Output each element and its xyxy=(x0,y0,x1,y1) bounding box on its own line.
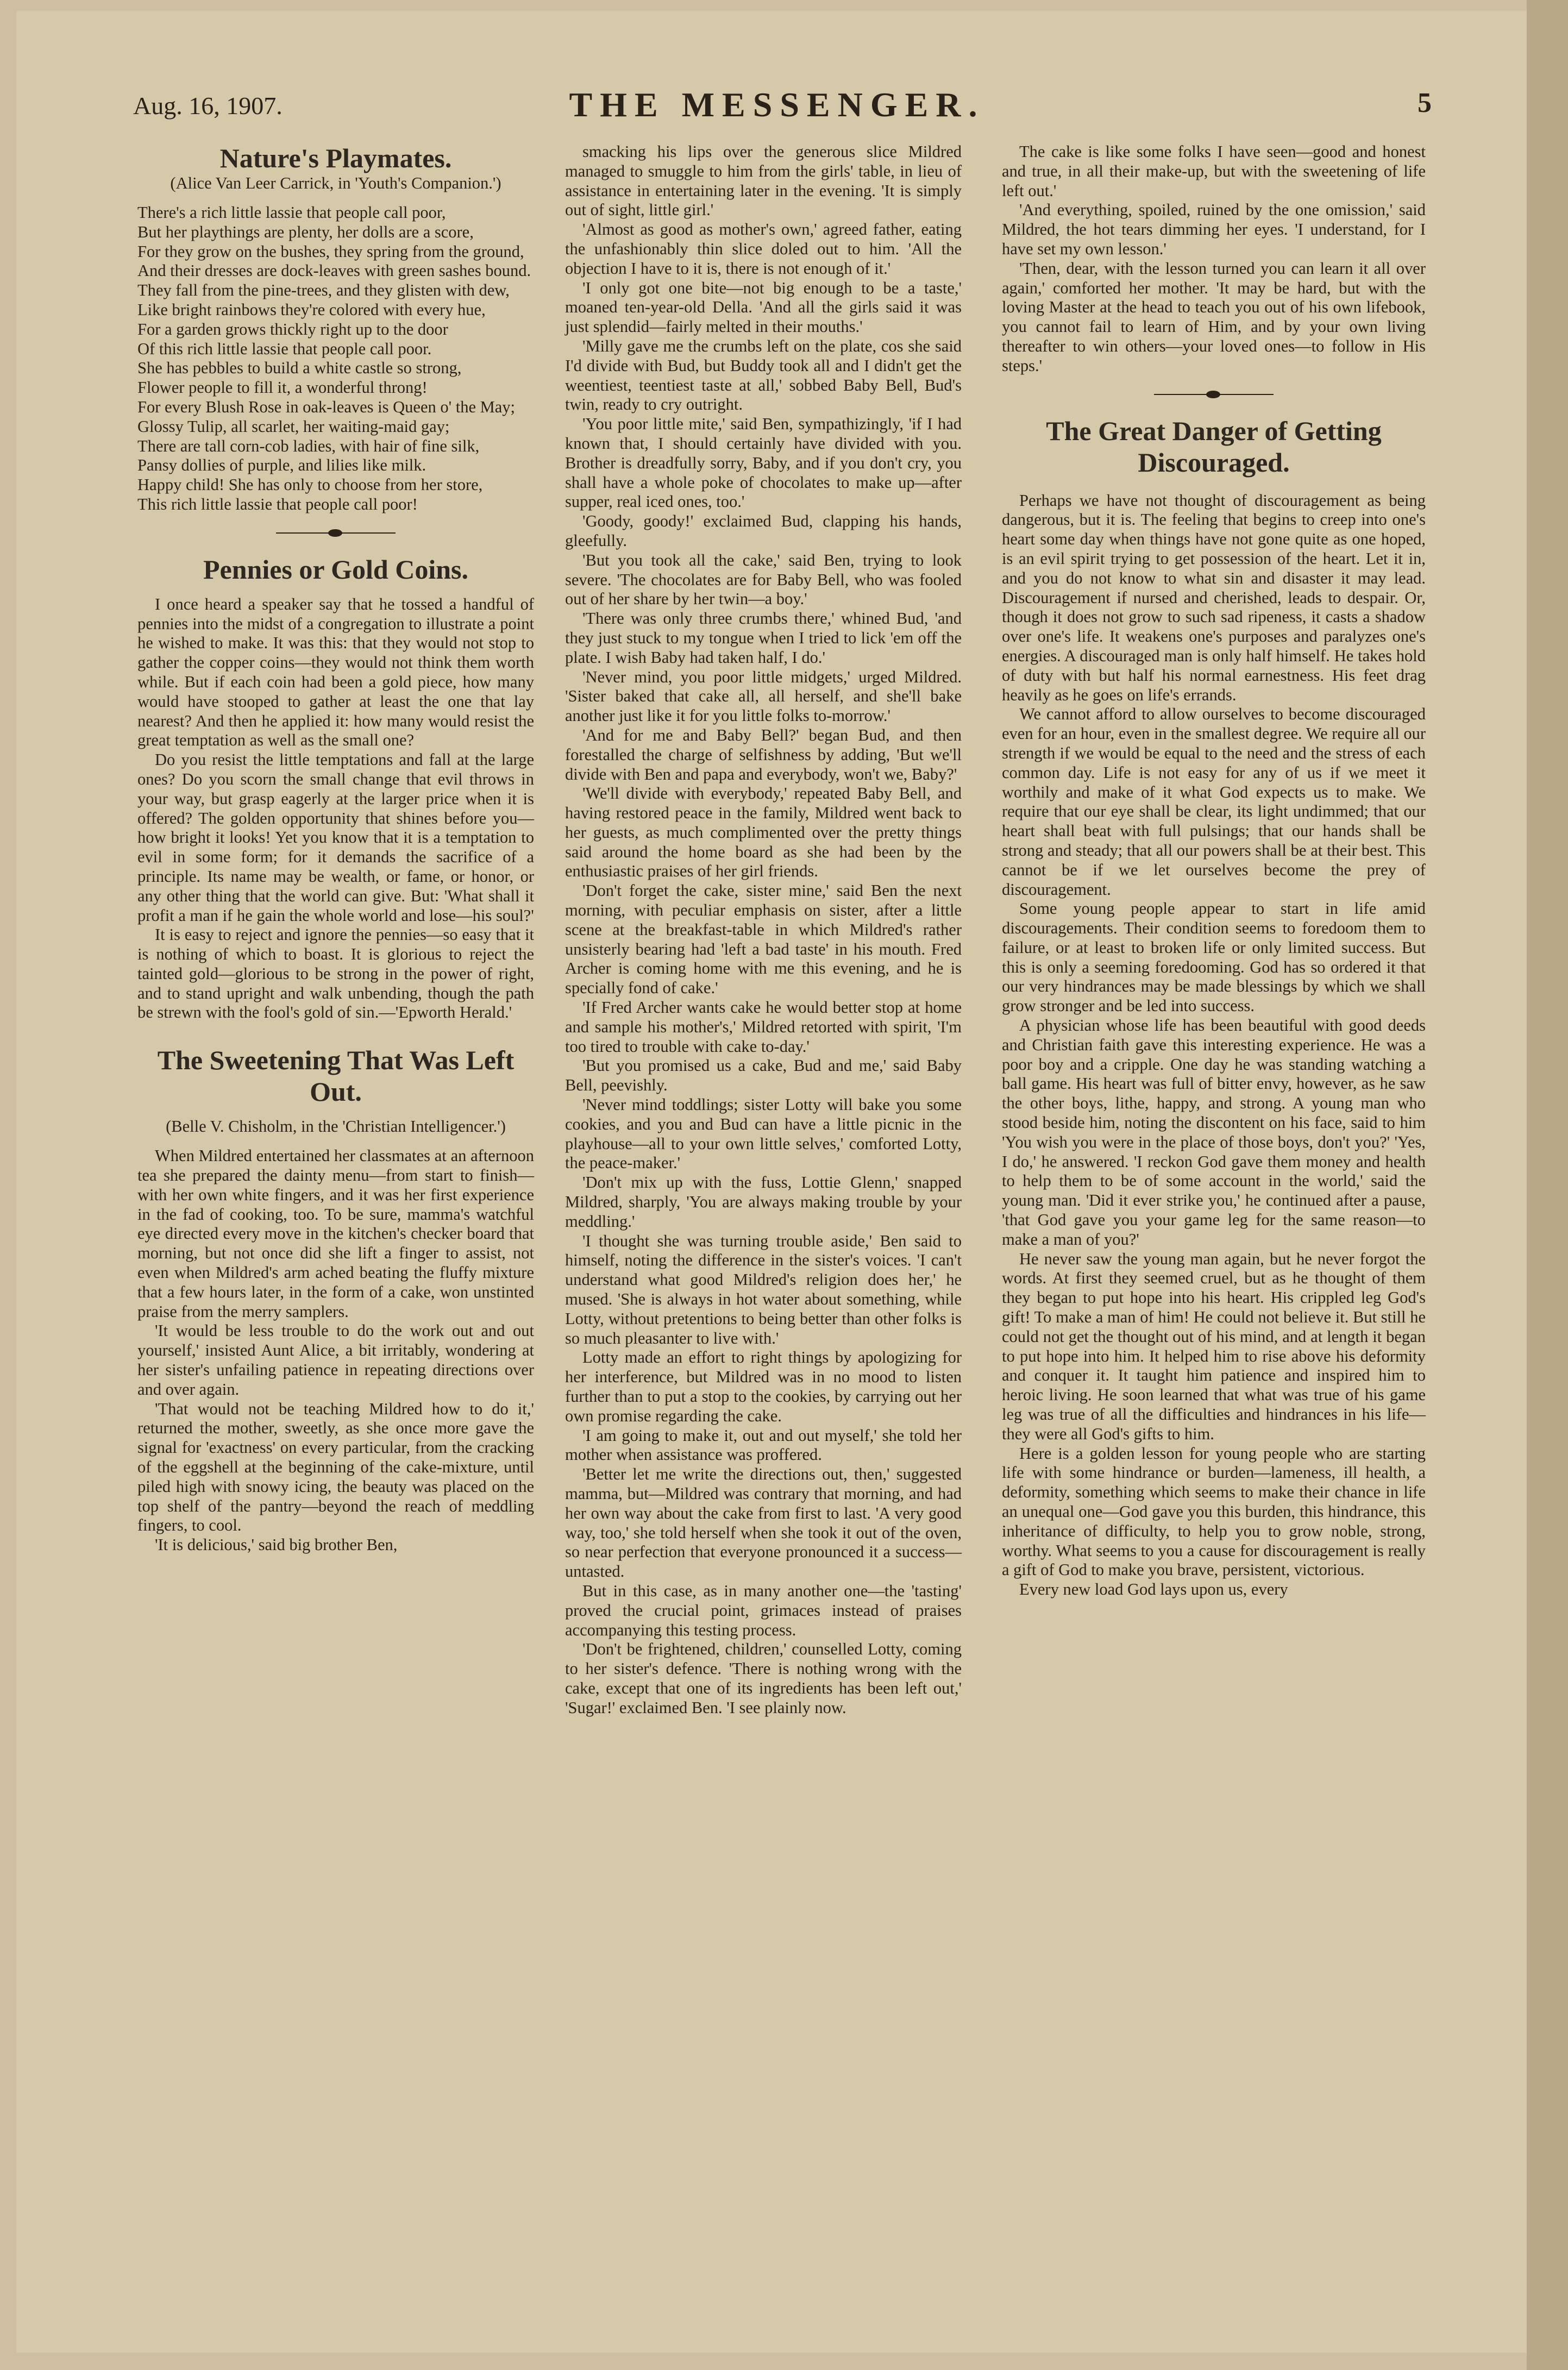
section-divider xyxy=(276,528,396,538)
article-title-natures-playmates: Nature's Playmates. xyxy=(219,143,452,173)
paragraph: Every new load God lays upon us, every xyxy=(1019,1580,1288,1599)
paragraph: 'I only got one bite—not big enough to be a taste,' moaned ten-year-old Della. 'And all the girls said it was just splendid—fairly melted in their mouths.' xyxy=(565,278,962,336)
paragraph: 'If Fred Archer wants cake he would better stop at home and sample his mother's,' Mildred retorted with spirit, 'I'm too tired to trouble with cake to-day.' xyxy=(565,998,962,1056)
paragraph: For every Blush Rose in oak-leaves is Queen o' the May; xyxy=(137,397,515,416)
paragraph: 'It would be less trouble to do the work out and out yourself,' insisted Aunt Alice, a bit irritably, wondering at her sister's unfailing patience in repeating directions over and over again. xyxy=(137,1321,534,1399)
paragraph: 'I thought she was turning trouble aside,' Ben said to himself, noting the difference in the sister's voices. 'I can't understand what good Mildred's religion does her,' he mused. 'She is always in hot water about something, while Lotty, without pretentions to being better than other folks is so much pleasanter to live with.' xyxy=(565,1231,962,1347)
paragraph: 'But you promised us a cake, Bud and me,' said Baby Bell, peevishly. xyxy=(565,1056,962,1095)
paragraph: 'Don't be frightened, children,' counselled Lotty, coming to her sister's defence. 'There is nothing wrong with the cake, except that one of its ingredients has been left out,' 'Sugar!' exclaimed Ben. 'I see plainly now. xyxy=(565,1640,962,1717)
article-body-pennies xyxy=(137,595,534,1023)
paragraph: Glossy Tulip, all scarlet, her waiting-maid gay; xyxy=(137,417,450,436)
article-title-great-danger: The Great Danger of Getting Discouraged. xyxy=(1046,415,1382,478)
paragraph: 'Better let me write the directions out, then,' suggested mamma, but—Mildred was contrary that morning, and had her own way about the cake from first to last. 'A very good way, too,' she told herself when she took it out of the oven, so near perfection that everyone pronounced it a success—untasted. xyxy=(565,1465,962,1581)
paragraph: 'That would not be teaching Mildred how to do it,' returned the mother, sweetly, as she once more gave the signal for 'exactness' on every particular, from the cracking of the eggshell at the beginning of the cake-mixture, until piled high with snowy icing, the beauty was placed on the top shelf of the pantry—beyond the reach of meddling fingers, to cool. xyxy=(137,1399,534,1535)
paragraph: For they grow on the bushes, they spring from the ground, xyxy=(137,242,524,261)
article-byline: (Belle V. Chisholm, in the 'Christian Intelligencer.') xyxy=(166,1117,506,1136)
paragraph: smacking his lips over the generous slice Mildred managed to smuggle to him from the girls' table, in lieu of assistance in entertaining later in the evening. 'It is simply out of sight, little girl.' xyxy=(565,142,962,220)
paragraph: I once heard a speaker say that he tossed a handful of pennies into the midst of a congregation to illustrate a point he wished to make. It was this: that they would not stop to gather the copper coins—they would not think them worth while. But if each coin had been a gold piece, how many would have stooped to gather at least the one that lay nearest? And then he applied it: how many would resist the great temptation as well as the small one? xyxy=(137,594,534,750)
paragraph: When Mildred entertained her classmates at an afternoon tea she prepared the dainty menu—from start to finish—with her own white fingers, and it was her first experience in the fad of cooking, too. To be sure, mamma's watchful eye directed every move in the kitchen's checker board that morning, but not once did she lift a finger to assist, not even when Mildred's arm ached beating the fluffy mixture that a few hours later, in the form of a cake, won unstinted praise from the merry samplers. xyxy=(137,1146,534,1321)
paragraph: 'There was only three crumbs there,' whined Bud, 'and they just stuck to my tongue when I tried to lick 'em off the plate. I wish Baby had taken half, I do.' xyxy=(565,609,962,667)
page-number: 5 xyxy=(1418,87,1432,118)
issue-date: Aug. 16, 1907. xyxy=(133,92,283,120)
paragraph: Some young people appear to start in life amid discouragements. Their condition seems to foredoom them to failure, or at least to broken life or only limited success. But this is only a seeming foredooming. God has so ordered it that our very hindrances may be made blessings by which we shall grow stronger and be led into success. xyxy=(1002,899,1426,1015)
paragraph: 'Never mind toddlings; sister Lotty will bake you some cookies, and you and Bud can have a little picnic in the playhouse—all to your own little selves,' comforted Lotty, the peace-maker.' xyxy=(565,1095,962,1173)
paragraph: Of this rich little lassie that people call poor. xyxy=(137,339,432,358)
section-divider xyxy=(1154,389,1274,400)
paragraph: But in this case, as in many another one—the 'tasting' proved the crucial point, grimaces instead of praises accompanying this testing process. xyxy=(565,1581,962,1639)
article-body-sweetening xyxy=(137,1146,534,1555)
paragraph: There are tall corn-cob ladies, with hair of fine silk, xyxy=(137,436,480,455)
paragraph: Do you resist the little temptations and fall at the large ones? Do you scorn the small change that evil throws in your way, but grasp eagerly at the larger price when it is offered? The golden opportunity that shines before you—how bright it looks! Yet you know that it is a temptation to evil in some form; for it demands the sacrifice of a principle. Its name may be wealth, or fame, or honor, or any other thing that the world can give. But: 'What shall it profit a man if he gain the whole world and lose—his soul?' xyxy=(137,750,534,925)
paragraph: 'Don't mix up with the fuss, Lottie Glenn,' snapped Mildred, sharply, 'You are always making trouble by your meddling.' xyxy=(565,1173,962,1231)
paragraph: Like bright rainbows they're colored with every hue, xyxy=(137,300,486,319)
column-1 xyxy=(137,142,534,1555)
paragraph: But her playthings are plenty, her dolls are a score, xyxy=(137,222,474,241)
paragraph: 'Then, dear, with the lesson turned you can learn it all over again,' comforted her mother. 'It may be hard, but with the loving Master at the head to teach you out of his own lifebook, you cannot fail to learn of Him, and by your own living thereafter to win others—your loved ones—to follow in His steps.' xyxy=(1002,259,1426,375)
paragraph: A physician whose life has been beautiful with good deeds and Christian faith gave this interesting experience. He was a poor boy and a cripple. One day he was standing watching a ball game. His heart was full of bitter envy, however, as he saw the other boys, lithe, happy, and strong. A young man who stood beside him, noting the discontent on his face, said to him 'You wish you were in the place of those boys, don't you?' 'Yes, I do,' he answered. 'I reckon God gave them money and health to help them to be of some account in the world,' said the young man. 'Did it ever strike you,' he continued after a pause, 'that God gave you your game leg for the same reason—to make a man of you?' xyxy=(1002,1016,1426,1249)
paragraph: It is easy to reject and ignore the pennies—so easy that it is nothing of which to boast. It is glorious to reject the tainted gold—glorious to be strong in the power of right, and to stand upright and walk unbending, though the path be strewn with the fool's gold of sin.—'Epworth Herald.' xyxy=(137,925,534,1022)
page-edge xyxy=(1527,0,1568,2370)
paragraph: For a garden grows thickly right up to the door xyxy=(137,319,448,338)
column-3 xyxy=(1002,142,1426,1600)
poem xyxy=(137,203,534,515)
paragraph: This rich little lassie that people call poor! xyxy=(137,494,418,513)
article-title-pennies: Pennies or Gold Coins. xyxy=(203,554,469,585)
paragraph: We cannot afford to allow ourselves to become discouraged even for an hour, even in the smallest degree. We require all our strength if we would be equal to the need and the stress of each common day. Life is not easy for any of us if we meet it worthily and make of it what God expects us to make. We require that our eye shall be clear, its light undimmed; that our heart shall beat with full pulsings; that our hands shall be strong and steady; that all our powers shall be at their best. This cannot be if we let ourselves become the prey of discouragement. xyxy=(1002,705,1426,899)
paragraph: 'Goody, goody!' exclaimed Bud, clapping his hands, gleefully. xyxy=(565,512,962,550)
article-title-sweetening: The Sweetening That Was Left Out. xyxy=(157,1045,515,1107)
paragraph: 'Never mind, you poor little midgets,' urged Mildred. 'Sister baked that cake all, all herself, and she'll bake another just like it for you little folks to-morrow.' xyxy=(565,667,962,725)
paragraph: Perhaps we have not thought of discouragement as being dangerous, but it is. The feeling that begins to creep into one's heart some day when things have not gone quite as one hoped, is an evil spirit trying to get possession of the heart. Let it in, and you do not know to what sin and disaster it may lead. Discouragement if nursed and cherished, leads to despair. Or, though it does not grow to such sad ripeness, it casts a shadow over one's life. It weakens one's purposes and paralyzes one's energies. A discouraged man is only half himself. He takes hold of duty with but half his normal earnestness. His feet drag heavily as he goes on life's errands. xyxy=(1002,491,1426,704)
paragraph: There's a rich little lassie that people call poor, xyxy=(137,203,446,222)
paragraph: Here is a golden lesson for young people who are starting life with some hindrance or burden—lameness, ill health, a deformity, something which seems to make their chance in life an unequal one—God gave you this burden, this hindrance, this inheritance of difficulty, to help you to grow noble, strong, worthy. What seems to you a cause for discouragement is really a gift of God to make you brave, persistent, victorious. xyxy=(1002,1444,1426,1579)
column-2 xyxy=(565,142,962,1718)
paragraph: Lotty made an effort to right things by apologizing for her interference, but Mildred was in no mood to listen further than to put a stop to the cookies, by carrying out her own promise regarding the cake. xyxy=(565,1348,962,1425)
paragraph: He never saw the young man again, but he never forgot the words. At first they seemed cruel, but as he thought of them they began to put hope into his heart. His crippled leg God's gift! To make a man of him! He could not believe it. But still he could not get the thought out of his mind, and at length it began to put hope into him. It helped him to rise above his deformity and conquer it. It taught him patience and inspired him to heroic living. He soon learned that what was true of his game leg was true of all the difficulties and hindrances in his life—they were all God's gifts to him. xyxy=(1002,1249,1426,1443)
masthead xyxy=(117,81,1437,130)
paragraph: Pansy dollies of purple, and lilies like milk. xyxy=(137,456,427,475)
article-byline: (Alice Van Leer Carrick, in 'Youth's Companion.') xyxy=(170,174,501,192)
paragraph: 'Don't forget the cake, sister mine,' said Ben the next morning, with peculiar emphasis on sister, after a little scene at the breakfast-table in which Mildred's rather unsisterly bearing had 'left a bad taste' in his mouth. Fred Archer is coming home with me this evening, and he is specially fond of cake.' xyxy=(565,881,962,998)
paragraph: 'And everything, spoiled, ruined by the one omission,' said Mildred, the hot tears dimming her eyes. 'I understand, for I have set my own lesson.' xyxy=(1002,200,1426,258)
paragraph: 'Milly gave me the crumbs left on the plate, cos she said I'd divide with Bud, but Buddy took all and I didn't get the weentiest, teentiest taste at all,' sobbed Baby Bell, Bud's twin, ready to cry outright. xyxy=(565,336,962,414)
paragraph: 'Almost as good as mother's own,' agreed father, eating the unfashionably thin slice doled out to him. 'All the objection I have to it is, there is not enough of it.' xyxy=(565,220,962,278)
paragraph: Flower people to fill it, a wonderful throng! xyxy=(137,378,428,397)
paragraph: And their dresses are dock-leaves with green sashes bound. xyxy=(137,261,531,280)
paragraph: Happy child! She has only to choose from her store, xyxy=(137,475,483,494)
article-body-great-danger xyxy=(1002,491,1426,1600)
paragraph: 'It is delicious,' said big brother Ben, xyxy=(155,1535,398,1554)
paragraph: 'And for me and Baby Bell?' began Bud, and then forestalled the charge of selfishness by adding, 'But we'll divide with Ben and papa and everybody, won't we, Baby?' xyxy=(565,725,962,783)
paragraph: 'But you took all the cake,' said Ben, trying to look severe. 'The chocolates are for Baby Bell, who was fooled out of her share by her twin—a boy.' xyxy=(565,550,962,609)
paragraph: 'You poor little mite,' said Ben, sympathizingly, 'if I had known that, I should certainly have divided with you. Brother is dreadfully sorry, Baby, and if you don't cry, you shall have a whole poke of chocolates to make up—after supper, real iced ones, too.' xyxy=(565,415,962,511)
paragraph: They fall from the pine-trees, and they glisten with dew, xyxy=(137,281,510,300)
article-body-sweetening-end xyxy=(1002,142,1426,376)
paragraph: The cake is like some folks I have seen—good and honest and true, in all their make-up, but with the sweetening of life left out.' xyxy=(1002,142,1426,200)
paragraph: 'I am going to make it, out and out myself,' she told her mother when assistance was proffered. xyxy=(565,1426,962,1464)
article-body-sweetening-continued xyxy=(565,142,962,1718)
paragraph: She has pebbles to build a white castle so strong, xyxy=(137,359,462,378)
newspaper-title: THE MESSENGER. xyxy=(569,85,985,124)
paragraph: 'We'll divide with everybody,' repeated Baby Bell, and having restored peace in the family, Mildred went back to her guests, as much complimented over the pretty things said around the home board as she had been by the enthusiastic praises of her girl friends. xyxy=(565,784,962,881)
